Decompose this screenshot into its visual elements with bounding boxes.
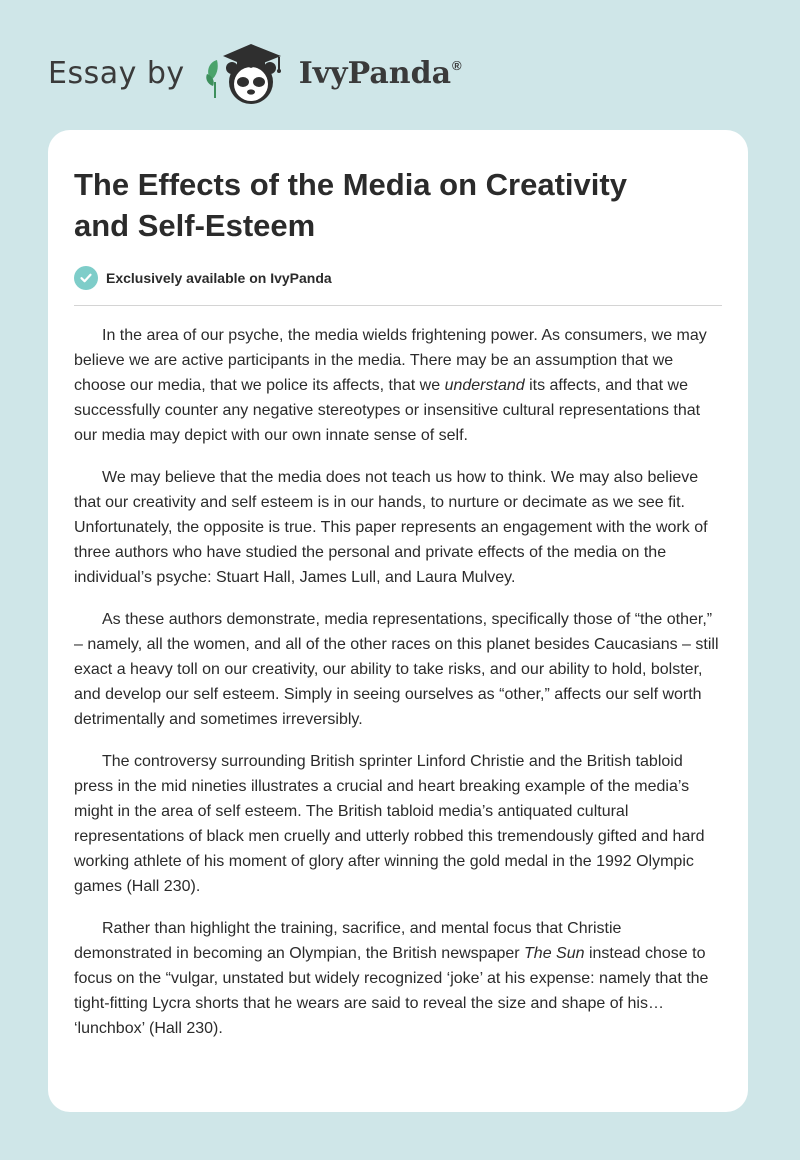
exclusive-badge [74, 266, 722, 290]
essay-body [74, 323, 722, 1041]
exclusive-badge-label: Exclusively available on IvyPanda [106, 270, 332, 286]
registered-mark: ® [452, 57, 462, 73]
panda-logo-icon[interactable] [201, 38, 293, 108]
essay-card [48, 130, 748, 1112]
emphasis: understand [444, 377, 525, 394]
brand-header [48, 38, 462, 108]
paragraph: As these authors demonstrate, media representations, specifically those of “the other,” – namely, all the women, and all of the other races on this planet besides Caucasians – still exact a heavy toll on our creativity, our ability to take risks, and our ability to hold, bolster, and develop our self esteem. Simply in seeing ourselves as “other,” affects our self worth detrimentally and sometimes irreversibly. [74, 611, 719, 728]
brand-name: IvyPanda® [298, 55, 462, 91]
paragraph: In the area of our psyche, the media wields frightening power. As consumers, we may believe we are active participants in the media. There may be an assumption that we choose our media, that we police its affects, that we understand its affects, and that we successfully counter any negative stereotypes or insensitive cultural representations that our media may depict with our own innate sense of self. [74, 327, 707, 444]
brand-prefix: Essay by [48, 55, 185, 91]
page-title: The Effects of the Media on Creativity and Self-Esteem [74, 167, 627, 243]
divider [74, 305, 722, 306]
checkmark-icon [74, 266, 98, 290]
newspaper-title: The Sun [524, 945, 585, 962]
paragraph: We may believe that the media does not teach us how to think. We may also believe that our creativity and self esteem is in our hands, to nurture or decimate as we see fit. Unfortunately, the opposite is true. This paper represents an engagement with the work of three authors who have studied the personal and private effects of the media on the individual’s psyche: Stuart Hall, James Lull, and Laura Mulvey. [74, 469, 708, 586]
paragraph: The controversy surrounding British sprinter Linford Christie and the British tabloid press in the mid nineties illustrates a crucial and heart breaking example of the media’s might in the area of self esteem. The British tabloid media’s antiquated cultural representations of black men cruelly and utterly robbed this tremendously gifted and hard working athlete of his moment of glory after winning the gold medal in the 1992 Olympic games (Hall 230). [74, 753, 705, 895]
paragraph: Rather than highlight the training, sacrifice, and mental focus that Christie demonstrated in becoming an Olympian, the British newspaper The Sun instead chose to focus on the “vulgar, unstated but widely recognized ‘joke’ at his expense: namely that the tight-fitting Lycra shorts that he wears are said to reveal the size and shape of his… ‘lunchbox’ (Hall 230). [74, 920, 709, 1037]
